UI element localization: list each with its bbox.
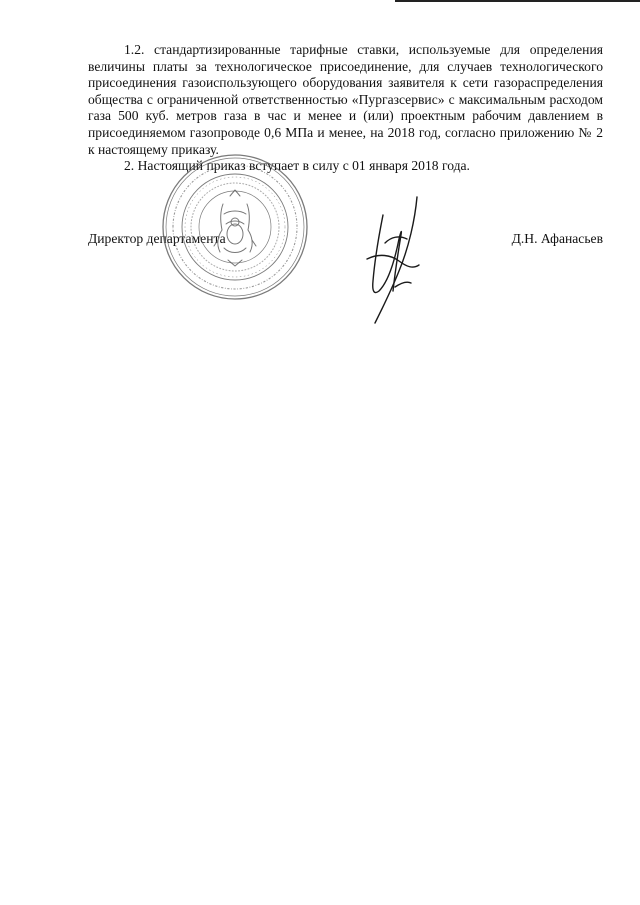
top-edge-rule [395, 0, 640, 2]
signer-name: Д.Н. Афанасьев [511, 231, 603, 246]
paragraph-2: 2. Настоящий приказ вступает в силу с 01 января 2018 года. [124, 158, 470, 174]
signer-position: Директор департамента [88, 231, 226, 246]
paragraph-1-2: 1.2. стандартизированные тарифные ставки, используемые для определения величины платы за технологическое присоединение, для случаев технологического присоединения газоиспользующего оборудования заявителя к сети газораспределения общества с ограниченной ответственностью «Пургазсервис» с максимальным расходом газа 500 куб. метров газа в час и менее и (или) проектным рабочим давлением в присоединяемом газопроводе 0,6 МПа и менее, на 2018 год, согласно приложению № 2 к настоящему приказу. [88, 42, 603, 157]
official-round-seal-icon [160, 152, 310, 302]
handwritten-signature-icon [355, 195, 450, 330]
